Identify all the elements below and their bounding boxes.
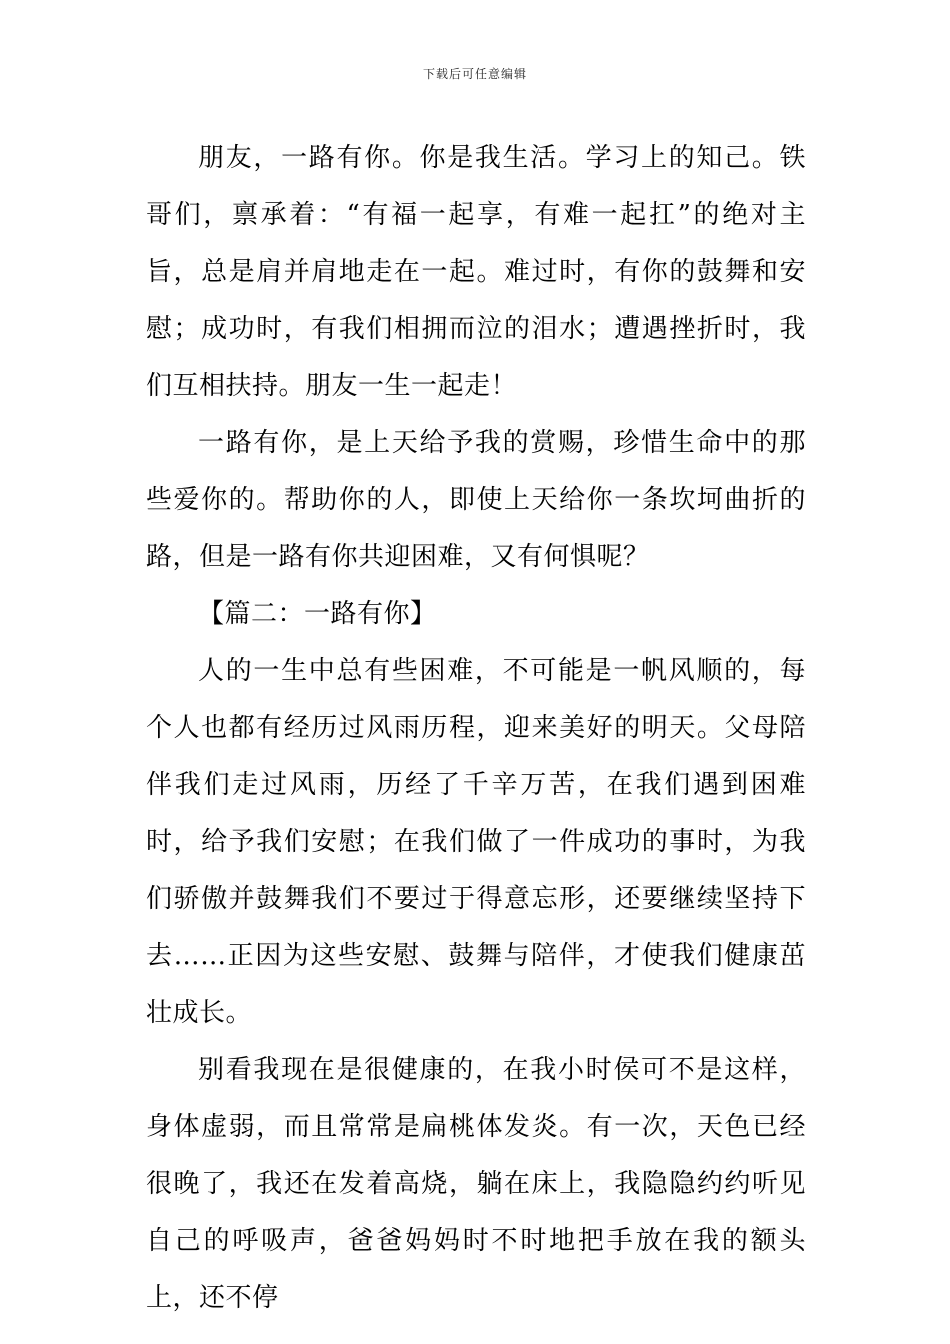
paragraph-childhood: 别看我现在是很健康的，在我小时侯可不是这样，身体虚弱，而且常常是扁桃体发炎。有一次，天色已经很晚了，我还在发着高烧，躺在床上，我隐隐约约听见自己的呼吸声，爸爸妈妈时不时地把手放在我的额头上，还不停 (146, 1055, 806, 1313)
paragraph-parents: 人的一生中总有些困难，不可能是一帆风顺的，每个人也都有经历过风雨历程，迎来美好的明天。父母陪伴我们走过风雨，历经了千辛万苦，在我们遇到困难时，给予我们安慰；在我们做了一件成功的事时，为我们骄傲并鼓舞我们不要过于得意忘形，还要继续坚持下去……正因为这些安慰、鼓舞与陪伴，才使我们健康茁壮成长。 (146, 656, 806, 1028)
page-header: 下载后可任意编辑 (422, 67, 527, 81)
paragraph-friendship: 朋友，一路有你。你是我生活。学习上的知己。铁哥们，禀承着：“有福一起享，有难一起扛”的绝对主旨，总是肩并肩地走在一起。难过时，有你的鼓舞和安慰；成功时，有我们相拥而泣的泪水；遭遇挫折时，我们互相扶持。朋友一生一起走！ (146, 143, 806, 401)
paragraph-gift: 一路有你，是上天给予我的赏赐，珍惜生命中的那些爱你的。帮助你的人，即使上天给你一条坎坷曲折的路，但是一路有你共迎困难，又有何惧呢？ (146, 428, 806, 572)
document-body (146, 130, 806, 1327)
section-heading: 【篇二：一路有你】 (198, 599, 437, 629)
